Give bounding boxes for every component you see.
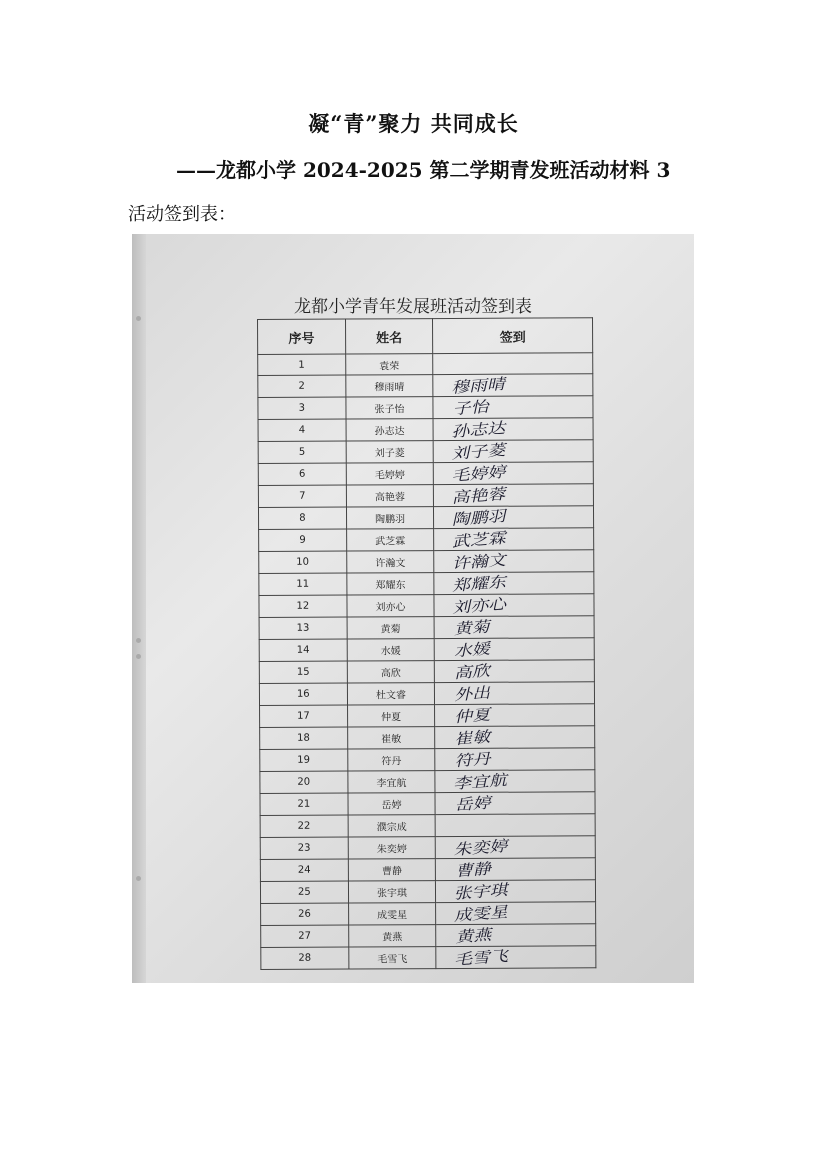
row-signature-cell <box>433 418 593 441</box>
row-name: 刘子菱 <box>346 441 434 463</box>
row-index: 7 <box>258 485 346 507</box>
header-sign: 签到 <box>433 318 593 354</box>
row-signature-cell <box>435 770 595 793</box>
row-signature-cell <box>433 396 593 419</box>
row-index: 14 <box>259 639 347 661</box>
table-row <box>260 836 595 860</box>
row-signature-cell <box>436 836 596 859</box>
row-index: 11 <box>259 573 347 595</box>
row-signature-cell <box>434 572 594 595</box>
row-signature-cell <box>435 682 595 705</box>
handwritten-signature: 岳婷 <box>454 793 492 815</box>
row-index: 12 <box>259 595 347 617</box>
row-index: 1 <box>258 354 346 376</box>
row-signature-cell <box>434 506 594 529</box>
handwritten-signature: 水媛 <box>453 639 491 661</box>
table-row <box>258 484 593 508</box>
row-name: 毛雪飞 <box>348 946 436 968</box>
table-row <box>259 682 594 706</box>
row-index: 17 <box>260 705 348 727</box>
handwritten-signature: 高欣 <box>453 661 491 683</box>
table-row <box>259 660 594 684</box>
handwritten-signature: 仲夏 <box>453 705 492 727</box>
row-name: 张子怡 <box>346 397 434 419</box>
handwritten-signature: 武芝霖 <box>451 529 507 552</box>
row-name: 高艳蓉 <box>346 485 434 507</box>
handwritten-signature: 郑耀东 <box>451 573 507 596</box>
row-name: 黄菊 <box>347 617 435 639</box>
row-signature-cell <box>434 550 594 573</box>
handwritten-signature: 外出 <box>453 683 492 705</box>
table-row <box>259 616 594 640</box>
punch-hole <box>136 638 141 643</box>
table-row <box>258 440 593 464</box>
section-label: 活动签到表： <box>128 204 236 225</box>
row-name: 陶鹏羽 <box>346 507 434 529</box>
row-index: 10 <box>259 551 347 573</box>
row-signature-cell <box>436 858 596 881</box>
row-index: 21 <box>260 793 348 815</box>
row-index: 25 <box>260 881 348 903</box>
table-row <box>261 924 596 948</box>
row-signature-cell <box>435 704 595 727</box>
table-row <box>258 418 593 442</box>
table-row <box>259 638 594 662</box>
row-name: 高欣 <box>347 661 435 683</box>
handwritten-signature: 孙志达 <box>450 419 507 442</box>
row-index: 23 <box>260 837 348 859</box>
row-signature-cell <box>435 638 595 661</box>
handwritten-signature: 曹静 <box>454 859 492 880</box>
row-signature-cell <box>435 814 595 836</box>
row-index: 5 <box>258 441 346 463</box>
row-index: 4 <box>258 419 346 441</box>
row-name: 黄燕 <box>348 924 436 946</box>
handwritten-signature: 毛婷婷 <box>451 463 507 486</box>
row-index: 20 <box>260 771 348 793</box>
table-row <box>261 946 596 970</box>
table-row <box>260 704 595 728</box>
row-name: 崔敏 <box>347 727 435 749</box>
handwritten-signature: 刘子菱 <box>451 441 507 464</box>
handwritten-signature: 黄燕 <box>455 925 493 946</box>
row-index: 28 <box>261 947 349 969</box>
row-name: 朱奕婷 <box>348 836 436 858</box>
table-row <box>259 572 594 596</box>
table-row <box>258 353 593 376</box>
table-row <box>260 792 595 816</box>
row-signature-cell <box>433 374 593 397</box>
table-row <box>260 770 595 794</box>
row-signature-cell <box>434 440 594 463</box>
row-name: 刘亦心 <box>347 595 435 617</box>
row-name: 袁荣 <box>345 354 433 376</box>
row-signature-cell <box>435 726 595 749</box>
handwritten-signature: 崔敏 <box>453 727 492 749</box>
header-name: 姓名 <box>345 319 433 354</box>
row-signature-cell <box>436 924 596 947</box>
row-signature-cell <box>434 616 594 639</box>
handwritten-signature: 朱奕婷 <box>453 836 509 859</box>
row-signature-cell <box>435 748 595 771</box>
handwritten-signature: 子怡 <box>452 397 490 419</box>
row-signature-cell <box>434 484 594 507</box>
handwritten-signature: 高艳蓉 <box>451 485 507 508</box>
document-title: 凝“青”聚力 共同成长 <box>308 111 519 136</box>
row-index: 16 <box>259 683 347 705</box>
row-signature-cell <box>434 528 594 551</box>
paper-edge-shadow <box>132 234 146 983</box>
row-signature-cell <box>436 880 596 903</box>
row-index: 8 <box>258 507 346 529</box>
handwritten-signature: 黄菊 <box>453 617 491 639</box>
row-name: 杜文睿 <box>347 683 435 705</box>
table-row <box>260 814 595 837</box>
row-index: 13 <box>259 617 347 639</box>
row-signature-cell <box>434 462 594 485</box>
row-signature-cell <box>434 594 594 617</box>
table-header-row <box>258 318 593 355</box>
table-row <box>259 550 594 574</box>
row-name: 孙志达 <box>346 419 434 441</box>
header-index: 序号 <box>258 319 346 354</box>
handwritten-signature: 成雯星 <box>453 902 509 925</box>
handwritten-signature: 毛雪飞 <box>453 946 509 969</box>
row-name: 武芝霖 <box>346 529 434 551</box>
handwritten-signature: 陶鹏羽 <box>451 507 507 530</box>
row-index: 22 <box>260 815 348 837</box>
handwritten-signature: 刘亦心 <box>451 595 508 618</box>
handwritten-signature: 李宜航 <box>452 771 508 794</box>
table-row <box>258 462 593 486</box>
table-row <box>258 506 593 530</box>
row-signature-cell <box>435 660 595 683</box>
row-index: 18 <box>260 727 348 749</box>
row-name: 水媛 <box>347 639 435 661</box>
row-index: 2 <box>258 375 346 397</box>
table-row <box>258 374 593 398</box>
handwritten-signature: 张宇琪 <box>453 880 509 903</box>
row-name: 毛婷婷 <box>346 463 434 485</box>
table-row <box>259 594 594 618</box>
row-index: 3 <box>258 397 346 419</box>
table-row <box>260 748 595 772</box>
row-index: 9 <box>259 529 347 551</box>
row-name: 成雯星 <box>348 902 436 924</box>
row-signature-cell <box>435 792 595 815</box>
row-name: 穆雨晴 <box>345 375 433 397</box>
table-row <box>261 902 596 926</box>
row-name: 李宜航 <box>348 771 436 793</box>
row-index: 24 <box>260 859 348 881</box>
row-index: 15 <box>259 661 347 683</box>
row-name: 张宇琪 <box>348 880 436 902</box>
table-row <box>260 726 595 750</box>
row-index: 19 <box>260 749 348 771</box>
table-row <box>260 880 595 904</box>
sheet-title: 龙都小学青年发展班活动签到表 <box>294 297 532 317</box>
handwritten-signature: 穆雨晴 <box>450 375 506 398</box>
row-name: 许瀚文 <box>346 551 434 573</box>
row-index: 26 <box>261 903 349 925</box>
table-row <box>258 396 593 420</box>
punch-hole <box>136 654 141 659</box>
row-index: 6 <box>258 463 346 485</box>
table-row <box>260 858 595 882</box>
punch-hole <box>136 876 141 881</box>
row-signature-cell <box>433 353 593 375</box>
row-name: 濮宗成 <box>348 815 436 837</box>
row-name: 岳婷 <box>348 793 436 815</box>
row-signature-cell <box>436 946 596 969</box>
row-index: 27 <box>261 925 349 947</box>
table-row <box>259 528 594 552</box>
signin-sheet-photo <box>132 234 694 983</box>
row-name: 郑耀东 <box>347 573 435 595</box>
row-signature-cell <box>436 902 596 925</box>
handwritten-signature: 许瀚文 <box>451 551 507 574</box>
row-name: 符丹 <box>347 749 435 771</box>
row-name: 曹静 <box>348 858 436 880</box>
signin-table <box>257 317 596 970</box>
handwritten-signature: 符丹 <box>454 749 492 771</box>
document-subtitle: ——龙都小学 2024-2025 第二学期青发班活动材料 3 <box>176 158 671 182</box>
row-name: 仲夏 <box>347 705 435 727</box>
